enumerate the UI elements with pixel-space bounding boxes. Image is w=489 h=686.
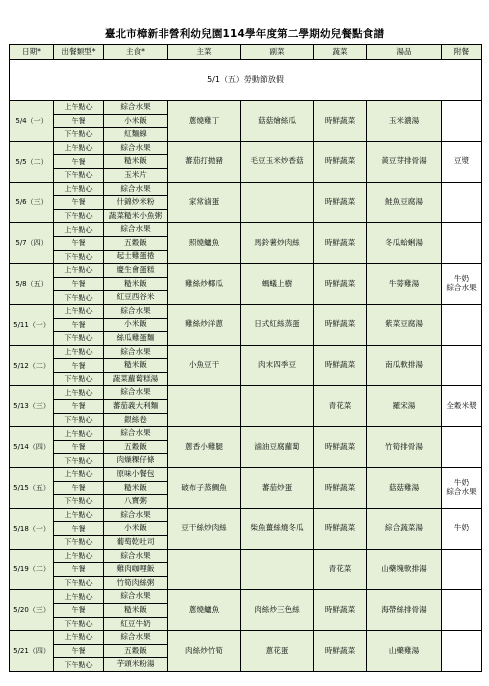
meal-slot: 下午點心: [54, 128, 104, 142]
staple-cell: 綜合水果: [104, 508, 168, 522]
staple-cell: 糙米飯: [104, 359, 168, 373]
soup-cell: 鮭魚豆腐湯: [367, 182, 442, 223]
menu-row: [10, 182, 482, 196]
meal-slot: 午餐: [54, 318, 104, 332]
date-cell: 5/15（五）: [10, 468, 54, 509]
meal-slot: 午餐: [54, 400, 104, 414]
vegetable-cell: 時鮮蔬菜: [314, 631, 367, 672]
date-cell: 5/18（一）: [10, 508, 54, 549]
staple-cell: 糙米飯: [104, 277, 168, 291]
header-meal-type: 出餐類型*: [54, 45, 104, 60]
meal-slot: 午餐: [54, 114, 104, 128]
extra-cell: [442, 182, 482, 223]
staple-cell: 什錦炒米粉: [104, 196, 168, 210]
meal-slot: 上午點心: [54, 182, 104, 196]
meal-slot: 下午點心: [54, 454, 104, 468]
side-dish-cell: [241, 182, 314, 223]
main-dish-cell: 雞絲炒洋蔥: [168, 304, 241, 345]
menu-row: [10, 590, 482, 604]
extra-cell: [442, 223, 482, 264]
holiday-notice: 5/1（五）勞動節放假: [10, 60, 482, 101]
meal-slot: 下午點心: [54, 372, 104, 386]
meal-slot: 午餐: [54, 563, 104, 577]
extra-cell: 牛奶 綜合水果: [442, 468, 482, 509]
staple-cell: 糙米飯: [104, 481, 168, 495]
date-cell: 5/19（二）: [10, 549, 54, 590]
meal-slot: 下午點心: [54, 536, 104, 550]
staple-cell: 蕃茄義大利麵: [104, 400, 168, 414]
meal-slot: 上午點心: [54, 386, 104, 400]
staple-cell: 原味小餐包: [104, 468, 168, 482]
soup-cell: 山藥雞湯: [367, 631, 442, 672]
staple-cell: 綜合水果: [104, 590, 168, 604]
soup-cell: 冬瓜蛤蜊湯: [367, 223, 442, 264]
date-cell: 5/21（四）: [10, 631, 54, 672]
staple-cell: 雞肉咖哩飯: [104, 563, 168, 577]
staple-cell: 八寶粥: [104, 495, 168, 509]
soup-cell: 綜合蔬菜湯: [367, 508, 442, 549]
soup-cell: 海帶絲排骨湯: [367, 590, 442, 631]
date-cell: 5/11（一）: [10, 304, 54, 345]
staple-cell: 紅麵線: [104, 128, 168, 142]
meal-slot: 午餐: [54, 481, 104, 495]
menu-row: [10, 141, 482, 155]
header-soup: 湯品: [367, 45, 442, 60]
meal-slot: 上午點心: [54, 468, 104, 482]
menu-row: [10, 304, 482, 318]
meal-slot: 午餐: [54, 644, 104, 658]
meal-slot: 午餐: [54, 440, 104, 454]
side-dish-cell: 蔥花蛋: [241, 631, 314, 672]
vegetable-cell: 時鮮蔬菜: [314, 264, 367, 305]
meal-slot: 上午點心: [54, 508, 104, 522]
meal-slot: 下午點心: [54, 168, 104, 182]
extra-cell: [442, 631, 482, 672]
meal-slot: 下午點心: [54, 495, 104, 509]
side-dish-cell: 肉絲炒三色絲: [241, 590, 314, 631]
extra-cell: 豆漿: [442, 141, 482, 182]
menu-body: [10, 60, 482, 672]
staple-cell: 綜合水果: [104, 223, 168, 237]
staple-cell: 起士雞蛋捲: [104, 250, 168, 264]
side-dish-cell: [241, 549, 314, 590]
soup-cell: 竹筍排骨湯: [367, 427, 442, 468]
date-cell: 5/4（一）: [10, 101, 54, 142]
meal-slot: 上午點心: [54, 141, 104, 155]
meal-slot: 下午點心: [54, 250, 104, 264]
main-dish-cell: 雞絲炒椰瓜: [168, 264, 241, 305]
main-dish-cell: 蔥香小雞腿: [168, 427, 241, 468]
staple-cell: 小米飯: [104, 318, 168, 332]
staple-cell: 綜合水果: [104, 182, 168, 196]
extra-cell: [442, 427, 482, 468]
main-dish-cell: 蔥燒鱸魚: [168, 590, 241, 631]
meal-slot: 午餐: [54, 236, 104, 250]
meal-slot: 上午點心: [54, 427, 104, 441]
meal-slot: 午餐: [54, 522, 104, 536]
meal-slot: 午餐: [54, 603, 104, 617]
extra-cell: 牛奶: [442, 508, 482, 549]
meal-slot: 上午點心: [54, 631, 104, 645]
staple-cell: 紅豆牛奶: [104, 617, 168, 631]
meal-slot: 午餐: [54, 277, 104, 291]
staple-cell: 五穀飯: [104, 236, 168, 250]
staple-cell: 綜合水果: [104, 427, 168, 441]
date-cell: 5/6（三）: [10, 182, 54, 223]
side-dish-cell: 馬鈴薯炒肉絲: [241, 223, 314, 264]
main-dish-cell: 破布子蒸鯛魚: [168, 468, 241, 509]
menu-row: [10, 508, 482, 522]
date-cell: 5/8（五）: [10, 264, 54, 305]
staple-cell: 綜合水果: [104, 549, 168, 563]
staple-cell: 五穀飯: [104, 644, 168, 658]
staple-cell: 綜合水果: [104, 101, 168, 115]
side-dish-cell: [241, 386, 314, 427]
vegetable-cell: 青花菜: [314, 549, 367, 590]
vegetable-cell: 時鮮蔬菜: [314, 304, 367, 345]
meal-slot: 下午點心: [54, 413, 104, 427]
staple-cell: 紅豆西谷米: [104, 291, 168, 305]
holiday-row: [10, 60, 482, 101]
menu-row: [10, 549, 482, 563]
staple-cell: 玉米片: [104, 168, 168, 182]
menu-row: [10, 386, 482, 400]
side-dish-cell: 滷油豆腐蘿蔔: [241, 427, 314, 468]
soup-cell: 牛蒡雞湯: [367, 264, 442, 305]
menu-row: [10, 345, 482, 359]
side-dish-cell: 蕃茄炒蛋: [241, 468, 314, 509]
meal-slot: 下午點心: [54, 658, 104, 672]
meal-slot: 上午點心: [54, 590, 104, 604]
vegetable-cell: 時鮮蔬菜: [314, 141, 367, 182]
side-dish-cell: 毛豆玉米炒香菇: [241, 141, 314, 182]
staple-cell: 葡萄乾吐司: [104, 536, 168, 550]
menu-row: [10, 101, 482, 115]
side-dish-cell: 柴魚薑絲燒冬瓜: [241, 508, 314, 549]
meal-slot: 下午點心: [54, 332, 104, 346]
soup-cell: 山藥塊軟排湯: [367, 549, 442, 590]
meal-slot: 下午點心: [54, 291, 104, 305]
meal-slot: 上午點心: [54, 223, 104, 237]
extra-cell: [442, 590, 482, 631]
extra-cell: 全穀米漿: [442, 386, 482, 427]
main-dish-cell: 豆干絲炒肉絲: [168, 508, 241, 549]
side-dish-cell: 日式紅絲蒸蛋: [241, 304, 314, 345]
meal-slot: 下午點心: [54, 617, 104, 631]
staple-cell: 綜合水果: [104, 386, 168, 400]
vegetable-cell: 時鮮蔬菜: [314, 427, 367, 468]
staple-cell: 肉燥粿仔條: [104, 454, 168, 468]
menu-row: [10, 631, 482, 645]
staple-cell: 小米飯: [104, 522, 168, 536]
extra-cell: 牛奶 綜合水果: [442, 264, 482, 305]
vegetable-cell: 時鮮蔬菜: [314, 182, 367, 223]
meal-slot: 上午點心: [54, 549, 104, 563]
main-dish-cell: [168, 386, 241, 427]
main-dish-cell: 蕃茄打拋豬: [168, 141, 241, 182]
date-cell: 5/5（二）: [10, 141, 54, 182]
menu-table: [9, 44, 482, 672]
date-cell: 5/13（三）: [10, 386, 54, 427]
menu-row: [10, 427, 482, 441]
vegetable-cell: 時鮮蔬菜: [314, 508, 367, 549]
soup-cell: 玉米濃湯: [367, 101, 442, 142]
meal-slot: 下午點心: [54, 576, 104, 590]
vegetable-cell: 青花菜: [314, 386, 367, 427]
soup-cell: 黃豆芽排骨湯: [367, 141, 442, 182]
extra-cell: [442, 101, 482, 142]
vegetable-cell: 時鮮蔬菜: [314, 345, 367, 386]
soup-cell: 南瓜軟排湯: [367, 345, 442, 386]
staple-cell: 竹筍肉絲粥: [104, 576, 168, 590]
staple-cell: 銀絲卷: [104, 413, 168, 427]
staple-cell: 綜合水果: [104, 304, 168, 318]
date-cell: 5/12（二）: [10, 345, 54, 386]
vegetable-cell: 時鮮蔬菜: [314, 468, 367, 509]
staple-cell: 綜合水果: [104, 631, 168, 645]
meal-slot: 上午點心: [54, 101, 104, 115]
side-dish-cell: 肉末四季豆: [241, 345, 314, 386]
soup-cell: 紫菜豆腐湯: [367, 304, 442, 345]
staple-cell: 蔬菜蘿蔔糕湯: [104, 372, 168, 386]
main-dish-cell: 小魚豆干: [168, 345, 241, 386]
vegetable-cell: 時鮮蔬菜: [314, 101, 367, 142]
main-dish-cell: 家常滷蛋: [168, 182, 241, 223]
staple-cell: 綜合水果: [104, 141, 168, 155]
main-dish-cell: 照燒鱸魚: [168, 223, 241, 264]
staple-cell: 糙米飯: [104, 603, 168, 617]
staple-cell: 慶生會蛋糕: [104, 264, 168, 278]
main-dish-cell: [168, 549, 241, 590]
staple-cell: 五穀飯: [104, 440, 168, 454]
staple-cell: 絲瓜雞蛋麵: [104, 332, 168, 346]
header-main-dish: 主菜: [168, 45, 241, 60]
extra-cell: [442, 304, 482, 345]
staple-cell: 綜合水果: [104, 345, 168, 359]
meal-slot: 午餐: [54, 359, 104, 373]
date-cell: 5/7（四）: [10, 223, 54, 264]
header-extra: 附餐: [442, 45, 482, 60]
date-cell: 5/14（四）: [10, 427, 54, 468]
menu-row: [10, 264, 482, 278]
staple-cell: 芋頭米粉湯: [104, 658, 168, 672]
header-side-dish: 副菜: [241, 45, 314, 60]
soup-cell: 菇菇雞湯: [367, 468, 442, 509]
meal-slot: 午餐: [54, 155, 104, 169]
page-title: 臺北市樟新非營利幼兒園114學年度第二學期幼兒餐點食譜: [104, 28, 385, 40]
side-dish-cell: 菇菇燴絲瓜: [241, 101, 314, 142]
meal-slot: 午餐: [54, 196, 104, 210]
staple-cell: 糙米飯: [104, 155, 168, 169]
meal-slot: 上午點心: [54, 264, 104, 278]
date-cell: 5/20（三）: [10, 590, 54, 631]
meal-slot: 上午點心: [54, 345, 104, 359]
soup-cell: 羅宋湯: [367, 386, 442, 427]
menu-row: [10, 223, 482, 237]
main-dish-cell: 肉絲炒竹筍: [168, 631, 241, 672]
extra-cell: [442, 345, 482, 386]
meal-slot: 下午點心: [54, 209, 104, 223]
header-date: 日期*: [10, 45, 54, 60]
header-vegetable: 蔬菜: [314, 45, 367, 60]
vegetable-cell: 時鮮蔬菜: [314, 223, 367, 264]
extra-cell: [442, 549, 482, 590]
staple-cell: 蔬菜糙米小魚粥: [104, 209, 168, 223]
header-row: [10, 45, 482, 60]
menu-row: [10, 468, 482, 482]
vegetable-cell: 時鮮蔬菜: [314, 590, 367, 631]
main-dish-cell: 蔥燒雞丁: [168, 101, 241, 142]
meal-slot: 上午點心: [54, 304, 104, 318]
staple-cell: 小米飯: [104, 114, 168, 128]
side-dish-cell: 螞蟻上樹: [241, 264, 314, 305]
header-staple: 主食*: [104, 45, 168, 60]
